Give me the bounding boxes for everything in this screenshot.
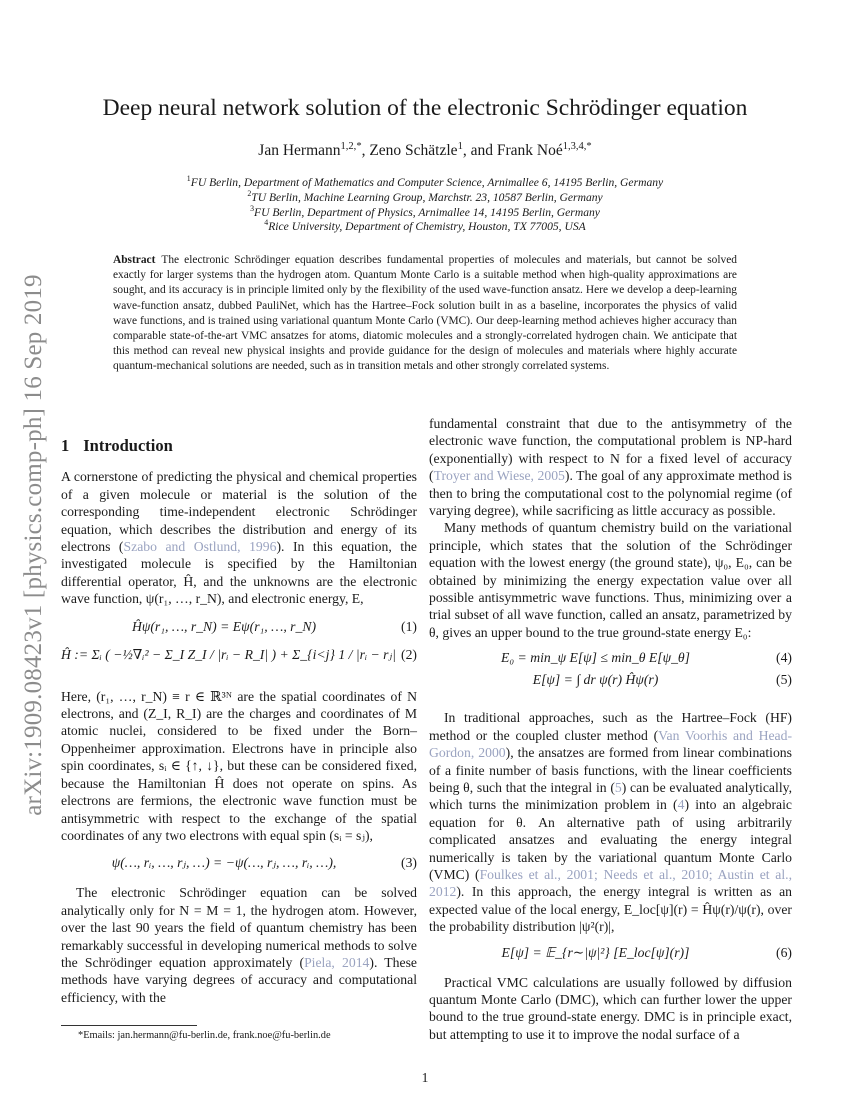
paragraph: The electronic Schrödinger equation can be solved analytically only for N = M = 1, the hydrogen atom. However, over the last 90 years the field of quantum chemistry has been remarkably successful in developing numerical methods to solve the Schrödinger equation approximately (Piela, 2014). These methods have varying degrees of accuracy and computational efficiency, with the (61, 885, 417, 1005)
paragraph: In traditional approaches, such as the Hartree–Fock (HF) method or the coupled cluster method (Van Voorhis and Head-Gordon, 2000), the ansatzes are formed from linear combinations of a finite number of basis functions, with the linear coefficients being θ, such that the integral in (5) can be evaluated analytically, which turns the minimization problem in (4) into an algebraic equation for θ. An alternative path of using arbitrarily complicated ansatzes and evaluating the energy integral numerically is taken by the variational quantum Monte Carlo (VMC) (Foulkes et al., 2001; Needs et al., 2010; Austin et al., 2012). In this approach, the energy integral is written as an expected value of the local energy, E_loc[ψ](r) = Ĥψ(r)/ψ(r), over the probability distribution |ψ²(r)|, (429, 710, 793, 935)
equation-6: E[ψ] = 𝔼_{r∼|ψ|²} [E_loc[ψ](r)] (6) (501, 944, 792, 960)
affiliation: $^3$FU Berlin, Department of Physics, Arnimallee 14, 14195 Berlin, Germany (250, 203, 600, 219)
affiliation: $^1$FU Berlin, Department of Mathematics and Computer Science, Arnimallee 6, 14195 Berlin, Germany (186, 174, 664, 189)
equation-ref-4[interactable]: 4 (677, 797, 685, 813)
footnote-rule (61, 1025, 197, 1026)
equation-5: E[ψ] = ∫ dr ψ(r) Ĥψ(r) (5) (532, 672, 792, 688)
page-number: 1 (421, 1070, 429, 1085)
citation-link[interactable]: Szabo and Ostlund, 1996 (123, 539, 277, 555)
paragraph: fundamental constraint that due to the antisymmetry of the electronic wave function, the computational problem is NP-hard (exponentially) with respect to N for a fixed level of accuracy (Troyer and Wiese, 2005). The goal of any approximate method is then to bring the computational cost to the polynomial regime (of varying degree), while sacrificing as little accuracy as possible. (429, 416, 792, 519)
equation-1: Ĥψ(r₁, …, r_N) = Eψ(r₁, …, r_N) (1) (131, 618, 417, 634)
author-list: Jan Hermann$^{1,2,*}$, Zeno Schätzle$^1$, and Frank Noé$^{1,3,4,*}$ (258, 140, 592, 159)
citation-link[interactable]: Foulkes et al., 2001; Needs et al., 2010; Austin et al., 2012 (429, 866, 792, 900)
citation-link[interactable]: Van Voorhis and Head-Gordon, 2000 (429, 727, 793, 761)
abstract-label: Abstract (113, 254, 156, 266)
author: Frank Noé (496, 142, 563, 159)
equation-4: E₀ = min_ψ E[ψ] ≤ min_θ E[ψ_θ] (4) (501, 650, 792, 666)
paragraph: A cornerstone of predicting the physical and chemical properties of a given molecule or material is the solution of the corresponding time-independent electronic Schrödinger equation, which describes the distribution and energy of its electrons (Szabo and Ostlund, 1996). In this equation, the investigated molecule is specified by the Hamiltonian differential operator, Ĥ, and the unknowns are the electronic wave function, ψ(r₁, …, r_N), and electronic energy, E, (61, 469, 418, 607)
paper-title: Deep neural network solution of the electronic Schrödinger equation (102, 95, 748, 121)
author: Zeno Schätzle (369, 142, 458, 159)
arxiv-stamp: arXiv:1909.08423v1 [physics.comp-ph] 16 Sep 2019 (20, 274, 47, 816)
affiliations (0, 176, 850, 235)
abstract (113, 253, 737, 375)
affiliation: $^2$TU Berlin, Machine Learning Group, Marchstr. 23, 10587 Berlin, Germany (247, 188, 603, 204)
author: Jan Hermann (258, 142, 341, 159)
equation-3: ψ(…, rᵢ, …, rⱼ, …) = −ψ(…, rⱼ, …, rᵢ, …), (3) (111, 855, 417, 871)
abstract-text: The electronic Schrödinger equation describes fundamental properties of molecules and materials, but cannot be solved exactly for larger systems than the hydrogen atom. Quantum Monte Carlo is a suitable method when high-quality approximations are sought, and its accuracy is in principle limited only by the flexibility of the used wave-function ansatz. Here we develop a deep-learning wave-function ansatz, dubbed PauliNet, which has the Hartree–Fock solution built in as a baseline, incorporates the physics of valid wave functions, and is trained using variational quantum Monte Carlo (VMC). Our deep-learning method achieves higher accuracy than comparable state-of-the-art VMC ansatzes for atoms, diatomic molecules and a strongly-correlated hydrogen chain. We anticipate that this method can reveal new physical insights and provide guidance for the design of molecules and materials where highly accurate quantum-mechanical solutions are needed, such as in transition metals and other strongly correlated systems. (113, 254, 737, 373)
right-column (429, 415, 792, 1043)
citation-link[interactable]: Troyer and Wiese, 2005 (433, 468, 565, 484)
paragraph: Here, (r₁, …, r_N) ≡ r ∈ ℝ³ᴺ are the spatial coordinates of N electrons, and (Z_I, R_I) are the charges and coordinates of M atomic nuclei, considered to be fixed under the Born–Oppenheimer approximation. Electrons have in principle also spin coordinates, sᵢ ∈ {↑, ↓}, but these can be considered fixed, because the Hamiltonian Ĥ does not operate on spins. As electrons are fermions, the electronic wave function must be antisymmetric with respect to the exchange of the spatial coordinates of any two electrons with equal spin (sᵢ = sⱼ), (61, 688, 417, 843)
paragraph: Practical VMC calculations are usually followed by diffusion quantum Monte Carlo (DMC), which can further lower the upper bound to the true ground-state energy. DMC is in principle exact, but attempting to use it to improve the nodal surface of a (429, 974, 792, 1042)
citation-link[interactable]: Piela, 2014 (304, 954, 370, 970)
paragraph: Many methods of quantum chemistry build on the variational principle, which states that the solution of the Schrödinger equation with the lowest energy (the ground state), ψ₀, E₀, can be obtained by minimizing the energy expectation value over all possible antisymmetric wave functions. Thus, minimizing over a trial subset of all wave function, called an ansatz, parametrized by θ, gives an upper bound to the true ground-state energy E₀: (429, 520, 792, 640)
footnote: *Emails: jan.hermann@fu-berlin.de, frank.noe@fu-berlin.de (78, 1030, 331, 1041)
equation-ref-5[interactable]: 5 (614, 779, 622, 795)
left-column (61, 415, 417, 1006)
equation-2: Ĥ := Σᵢ ( −½∇ᵢ² − Σ_I Z_I / |rᵢ − R_I| ) + Σ_{i<j} 1 / |rᵢ − rⱼ| (2) (61, 646, 417, 662)
affiliation: $^4$Rice University, Department of Chemistry, Houston, TX 77005, USA (264, 218, 586, 234)
section-heading: 1 Introduction (61, 436, 173, 455)
